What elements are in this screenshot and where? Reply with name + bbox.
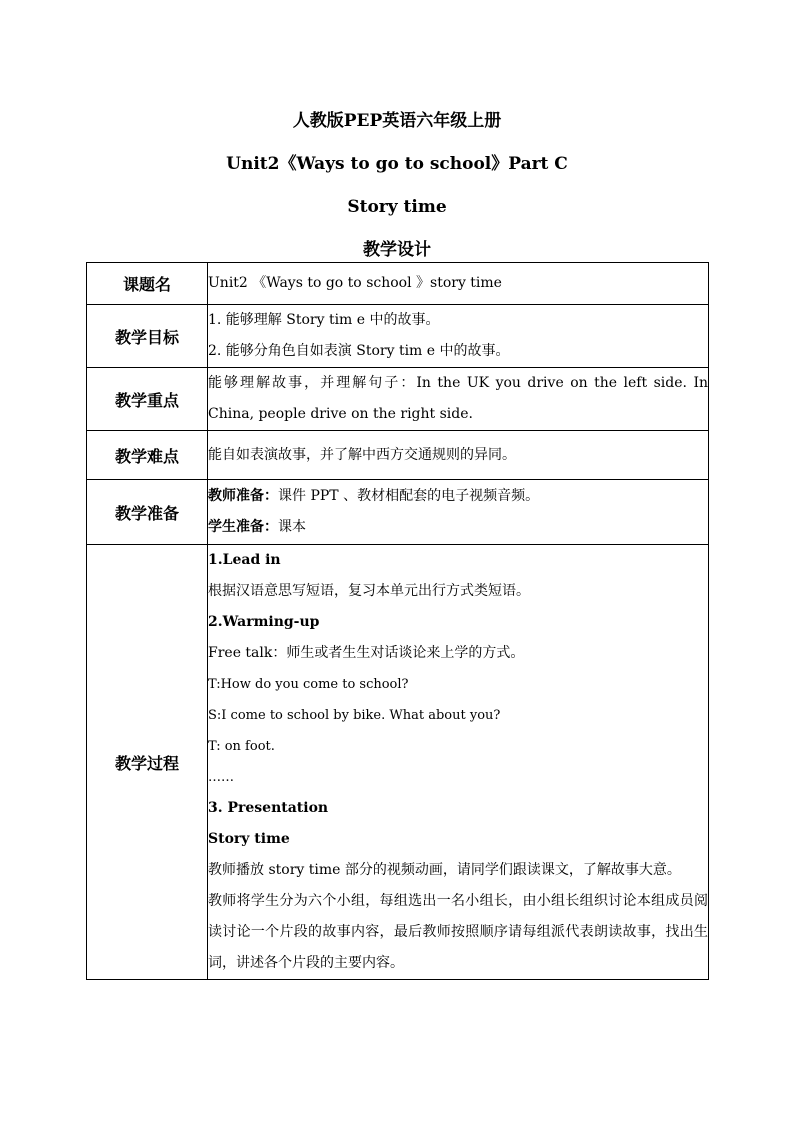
label-topic: 课题名 (87, 263, 208, 305)
title-textbook: 人教版PEP英语六年级上册 (292, 111, 502, 131)
lead-in-heading: 1.Lead in (208, 552, 281, 568)
key-points-text: 能够理解故事，并理解句子：In the UK you drive on the left side. In China, people drive on the right side. (208, 368, 709, 431)
student-preparation (208, 512, 708, 543)
teacher-prep-label: 教师准备： (208, 488, 278, 504)
lead-in-text: 根据汉语意思写短语，复习本单元出行方式类短语。 (208, 583, 530, 599)
document-title-block (0, 100, 794, 272)
process-content (208, 545, 709, 980)
dialog-line: S:I come to school by bike. What about you? (208, 708, 501, 723)
presentation-paragraph: 教师将学生分为六个小组，每组选出一名小组长，由小组长组织讨论本组成员阅读讨论一个片段的故事内容，最后教师按照顺序请每组派代表朗读故事，找出生词，讲述各个片段的主要内容。 (208, 893, 708, 971)
topic-text: Unit2 《Ways to go to school 》story time (208, 263, 709, 305)
teacher-preparation (208, 481, 708, 512)
row-key-points (87, 368, 709, 431)
teacher-prep-text: 课件 PPT 、教材相配套的电子视频音频。 (278, 488, 540, 504)
warming-up-heading: 2.Warming-up (208, 614, 320, 630)
goal-item: 2. 能够分角色自如表演 Story tim e 中的故事。 (208, 343, 510, 359)
presentation-paragraph: 教师播放 story time 部分的视频动画，请同学们跟读课文，了解故事大意。 (208, 862, 681, 878)
label-preparation: 教学准备 (87, 480, 208, 545)
lesson-plan-table (86, 262, 709, 980)
label-process: 教学过程 (87, 545, 208, 980)
label-goals: 教学目标 (87, 305, 208, 368)
preparation-content (208, 480, 709, 545)
row-preparation (87, 480, 709, 545)
goal-item: 1. 能够理解 Story tim e 中的故事。 (208, 312, 440, 328)
title-unit: Unit2《Ways to go to school》Part C (226, 154, 568, 174)
difficulties-text: 能自如表演故事，并了解中西方交通规则的异同。 (208, 431, 709, 480)
goals-content (208, 305, 709, 368)
label-difficulties: 教学难点 (87, 431, 208, 480)
row-topic (87, 263, 709, 305)
row-goals (87, 305, 709, 368)
dialog-line: …… (208, 770, 234, 785)
row-process (87, 545, 709, 980)
row-difficulties (87, 431, 709, 480)
label-key-points: 教学重点 (87, 368, 208, 431)
dialog-line: T: on foot. (208, 739, 275, 754)
student-prep-text: 课本 (278, 519, 306, 535)
title-story-time: Story time (347, 197, 447, 217)
student-prep-label: 学生准备： (208, 519, 278, 535)
warming-up-text: Free talk：师生或者生生对话谈论来上学的方式。 (208, 645, 525, 661)
title-design: 教学设计 (363, 240, 431, 260)
dialog-line: T:How do you come to school? (208, 677, 409, 692)
story-time-heading: Story time (208, 831, 290, 847)
presentation-heading: 3. Presentation (208, 800, 329, 816)
